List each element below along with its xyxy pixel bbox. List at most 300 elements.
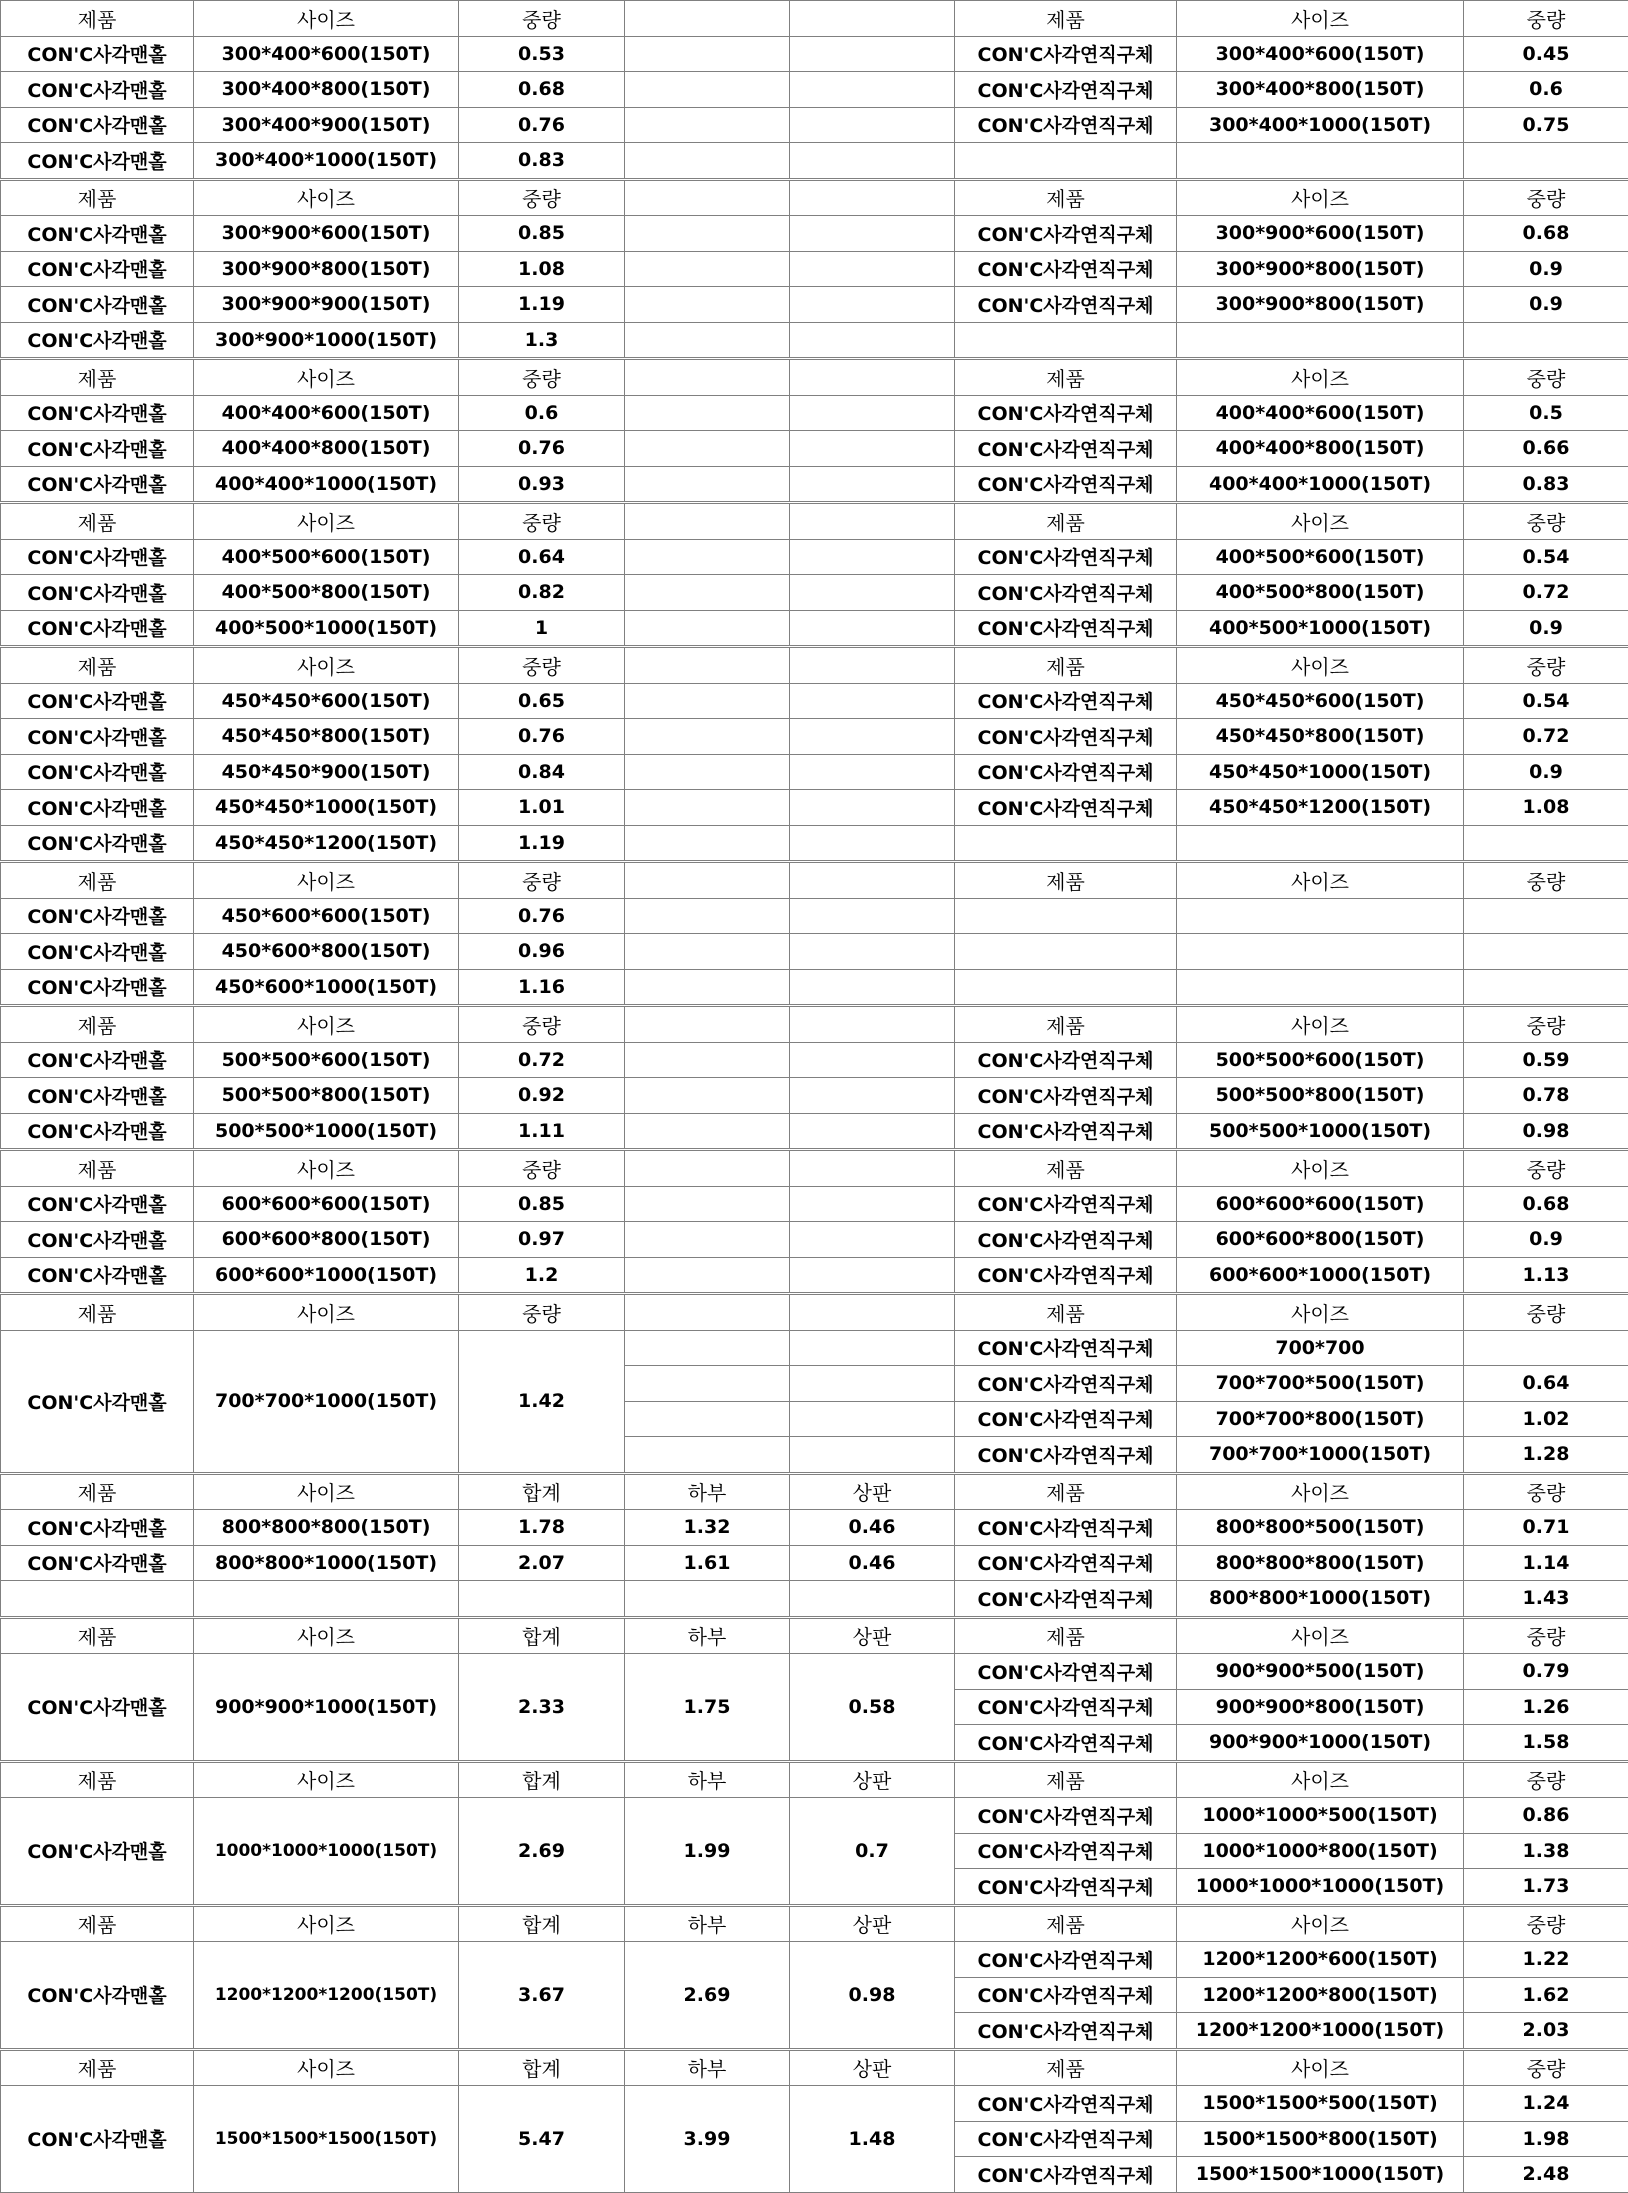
riser-weight-cell[interactable]: 2.03 bbox=[1464, 2013, 1628, 2050]
empty-cell[interactable] bbox=[625, 898, 790, 934]
empty-cell[interactable] bbox=[625, 1042, 790, 1078]
riser-size-cell[interactable]: 700*700 bbox=[1177, 1330, 1464, 1366]
manhole-weight-cell[interactable]: 1.16 bbox=[459, 969, 625, 1006]
empty-cell[interactable] bbox=[955, 969, 1177, 1006]
empty-cell[interactable] bbox=[790, 216, 955, 252]
riser-product-cell[interactable]: CON'C사각연직구체 bbox=[955, 1654, 1177, 1690]
empty-cell[interactable] bbox=[1177, 322, 1464, 359]
empty-cell[interactable] bbox=[1177, 825, 1464, 862]
empty-cell[interactable] bbox=[625, 934, 790, 970]
header-size[interactable]: 사이즈 bbox=[194, 1294, 459, 1331]
riser-product-cell[interactable]: CON'C사각연직구체 bbox=[955, 575, 1177, 611]
manhole-size-cell[interactable]: 450*600*1000(150T) bbox=[194, 969, 459, 1006]
header-lower[interactable]: 하부 bbox=[625, 1905, 790, 1942]
riser-size-cell[interactable]: 450*450*1000(150T) bbox=[1177, 754, 1464, 790]
header-product[interactable]: 제품 bbox=[955, 862, 1177, 899]
header-weight[interactable]: 중량 bbox=[459, 862, 625, 899]
riser-product-cell[interactable]: CON'C사각연직구체 bbox=[955, 1725, 1177, 1762]
empty-cell[interactable] bbox=[625, 683, 790, 719]
manhole-size-cell[interactable]: 400*500*600(150T) bbox=[194, 539, 459, 575]
empty-cell[interactable] bbox=[790, 395, 955, 431]
header-size[interactable]: 사이즈 bbox=[1177, 1617, 1464, 1654]
riser-product-cell[interactable]: CON'C사각연직구체 bbox=[955, 1798, 1177, 1834]
empty-cell[interactable] bbox=[625, 969, 790, 1006]
empty-cell[interactable] bbox=[790, 1222, 955, 1258]
manhole-lower-cell[interactable]: 1.32 bbox=[625, 1510, 790, 1546]
empty-cell[interactable] bbox=[625, 647, 790, 684]
riser-product-cell[interactable]: CON'C사각연직구체 bbox=[955, 1222, 1177, 1258]
empty-cell[interactable] bbox=[1177, 143, 1464, 180]
empty-cell[interactable] bbox=[625, 251, 790, 287]
manhole-size-cell[interactable]: 300*400*600(150T) bbox=[194, 36, 459, 72]
header-weight[interactable]: 중량 bbox=[1464, 1617, 1628, 1654]
manhole-product-cell[interactable]: CON'C사각맨홀 bbox=[1, 719, 194, 755]
header-top-slab[interactable]: 상판 bbox=[790, 1473, 955, 1510]
empty-cell[interactable] bbox=[625, 1078, 790, 1114]
header-total[interactable]: 합계 bbox=[459, 1473, 625, 1510]
manhole-size-cell[interactable]: 450*450*1200(150T) bbox=[194, 825, 459, 862]
manhole-size-cell[interactable]: 300*400*1000(150T) bbox=[194, 143, 459, 180]
header-product[interactable]: 제품 bbox=[955, 1473, 1177, 1510]
header-product[interactable]: 제품 bbox=[1, 359, 194, 396]
manhole-product-cell[interactable]: CON'C사각맨홀 bbox=[1, 934, 194, 970]
manhole-lower-cell[interactable]: 3.99 bbox=[625, 2086, 790, 2193]
manhole-product-cell[interactable]: CON'C사각맨홀 bbox=[1, 1942, 194, 2050]
empty-cell[interactable] bbox=[625, 287, 790, 323]
header-weight[interactable]: 중량 bbox=[1464, 1905, 1628, 1942]
header-product[interactable]: 제품 bbox=[955, 1617, 1177, 1654]
header-top-slab[interactable]: 상판 bbox=[790, 1617, 955, 1654]
empty-cell[interactable] bbox=[790, 1078, 955, 1114]
header-product[interactable]: 제품 bbox=[1, 1761, 194, 1798]
empty-cell[interactable] bbox=[625, 1330, 790, 1366]
header-size[interactable]: 사이즈 bbox=[1177, 647, 1464, 684]
header-weight[interactable]: 중량 bbox=[1464, 179, 1628, 216]
empty-cell[interactable] bbox=[1177, 969, 1464, 1006]
manhole-weight-cell[interactable]: 0.85 bbox=[459, 216, 625, 252]
manhole-product-cell[interactable]: CON'C사각맨홀 bbox=[1, 466, 194, 503]
header-product[interactable]: 제품 bbox=[955, 179, 1177, 216]
manhole-weight-cell[interactable]: 0.76 bbox=[459, 107, 625, 143]
empty-cell[interactable] bbox=[790, 934, 955, 970]
empty-cell[interactable] bbox=[625, 1186, 790, 1222]
header-top-slab[interactable]: 상판 bbox=[790, 1761, 955, 1798]
header-product[interactable]: 제품 bbox=[1, 1905, 194, 1942]
empty-cell[interactable] bbox=[194, 1581, 459, 1618]
empty-cell[interactable] bbox=[625, 216, 790, 252]
manhole-total-cell[interactable]: 2.69 bbox=[459, 1798, 625, 1906]
riser-weight-cell[interactable]: 0.72 bbox=[1464, 719, 1628, 755]
manhole-weight-cell[interactable]: 1.42 bbox=[459, 1330, 625, 1473]
riser-product-cell[interactable]: CON'C사각연직구체 bbox=[955, 1510, 1177, 1546]
riser-product-cell[interactable]: CON'C사각연직구체 bbox=[955, 1042, 1177, 1078]
riser-size-cell[interactable]: 500*500*800(150T) bbox=[1177, 1078, 1464, 1114]
empty-cell[interactable] bbox=[459, 1581, 625, 1618]
header-size[interactable]: 사이즈 bbox=[194, 1905, 459, 1942]
header-product[interactable]: 제품 bbox=[955, 647, 1177, 684]
riser-weight-cell[interactable]: 0.9 bbox=[1464, 287, 1628, 323]
riser-weight-cell[interactable]: 0.83 bbox=[1464, 466, 1628, 503]
riser-size-cell[interactable]: 1000*1000*500(150T) bbox=[1177, 1798, 1464, 1834]
manhole-product-cell[interactable]: CON'C사각맨홀 bbox=[1, 1545, 194, 1581]
header-weight[interactable]: 중량 bbox=[1464, 1761, 1628, 1798]
manhole-top-slab-cell[interactable]: 0.7 bbox=[790, 1798, 955, 1906]
riser-product-cell[interactable]: CON'C사각연직구체 bbox=[955, 1401, 1177, 1437]
manhole-product-cell[interactable]: CON'C사각맨홀 bbox=[1, 1113, 194, 1150]
empty-cell[interactable] bbox=[955, 322, 1177, 359]
empty-cell[interactable] bbox=[1464, 934, 1628, 970]
empty-cell[interactable] bbox=[790, 359, 955, 396]
manhole-product-cell[interactable]: CON'C사각맨홀 bbox=[1, 72, 194, 108]
riser-size-cell[interactable]: 400*500*1000(150T) bbox=[1177, 610, 1464, 647]
riser-weight-cell[interactable]: 1.26 bbox=[1464, 1689, 1628, 1725]
manhole-size-cell[interactable]: 800*800*1000(150T) bbox=[194, 1545, 459, 1581]
riser-weight-cell[interactable]: 0.66 bbox=[1464, 431, 1628, 467]
riser-size-cell[interactable]: 400*400*1000(150T) bbox=[1177, 466, 1464, 503]
riser-product-cell[interactable]: CON'C사각연직구체 bbox=[955, 287, 1177, 323]
header-top-slab[interactable]: 상판 bbox=[790, 1905, 955, 1942]
empty-cell[interactable] bbox=[790, 143, 955, 180]
manhole-product-cell[interactable]: CON'C사각맨홀 bbox=[1, 1222, 194, 1258]
header-weight[interactable]: 중량 bbox=[1464, 1473, 1628, 1510]
empty-cell[interactable] bbox=[625, 1437, 790, 1474]
header-size[interactable]: 사이즈 bbox=[194, 1761, 459, 1798]
manhole-size-cell[interactable]: 450*450*1000(150T) bbox=[194, 790, 459, 826]
manhole-product-cell[interactable]: CON'C사각맨홀 bbox=[1, 431, 194, 467]
riser-weight-cell[interactable]: 0.9 bbox=[1464, 754, 1628, 790]
riser-size-cell[interactable]: 700*700*500(150T) bbox=[1177, 1366, 1464, 1402]
header-total[interactable]: 합계 bbox=[459, 2049, 625, 2086]
riser-product-cell[interactable]: CON'C사각연직구체 bbox=[955, 72, 1177, 108]
manhole-product-cell[interactable]: CON'C사각맨홀 bbox=[1, 251, 194, 287]
header-size[interactable]: 사이즈 bbox=[1177, 862, 1464, 899]
header-size[interactable]: 사이즈 bbox=[1177, 1905, 1464, 1942]
header-weight[interactable]: 중량 bbox=[459, 1006, 625, 1043]
riser-size-cell[interactable]: 500*500*600(150T) bbox=[1177, 1042, 1464, 1078]
riser-size-cell[interactable]: 450*450*600(150T) bbox=[1177, 683, 1464, 719]
empty-cell[interactable] bbox=[1464, 825, 1628, 862]
manhole-weight-cell[interactable]: 0.64 bbox=[459, 539, 625, 575]
riser-weight-cell[interactable]: 0.54 bbox=[1464, 683, 1628, 719]
header-size[interactable]: 사이즈 bbox=[1177, 1761, 1464, 1798]
manhole-size-cell[interactable]: 400*400*800(150T) bbox=[194, 431, 459, 467]
header-product[interactable]: 제품 bbox=[955, 1006, 1177, 1043]
header-top-slab[interactable]: 상판 bbox=[790, 2049, 955, 2086]
header-product[interactable]: 제품 bbox=[955, 359, 1177, 396]
manhole-size-cell[interactable]: 300*900*1000(150T) bbox=[194, 322, 459, 359]
header-size[interactable]: 사이즈 bbox=[1177, 1294, 1464, 1331]
header-size[interactable]: 사이즈 bbox=[194, 1, 459, 37]
riser-product-cell[interactable]: CON'C사각연직구체 bbox=[955, 431, 1177, 467]
header-total[interactable]: 합계 bbox=[459, 1761, 625, 1798]
empty-cell[interactable] bbox=[790, 575, 955, 611]
manhole-weight-cell[interactable]: 1.01 bbox=[459, 790, 625, 826]
empty-cell[interactable] bbox=[1464, 322, 1628, 359]
riser-product-cell[interactable]: CON'C사각연직구체 bbox=[955, 1942, 1177, 1978]
riser-product-cell[interactable]: CON'C사각연직구체 bbox=[955, 1545, 1177, 1581]
empty-cell[interactable] bbox=[790, 251, 955, 287]
empty-cell[interactable] bbox=[790, 466, 955, 503]
header-product[interactable]: 제품 bbox=[1, 1473, 194, 1510]
empty-cell[interactable] bbox=[1464, 969, 1628, 1006]
empty-cell[interactable] bbox=[1177, 934, 1464, 970]
header-size[interactable]: 사이즈 bbox=[194, 1473, 459, 1510]
header-product[interactable]: 제품 bbox=[1, 503, 194, 540]
manhole-size-cell[interactable]: 800*800*800(150T) bbox=[194, 1510, 459, 1546]
empty-cell[interactable] bbox=[790, 1, 955, 37]
header-product[interactable]: 제품 bbox=[1, 1006, 194, 1043]
header-product[interactable]: 제품 bbox=[1, 647, 194, 684]
empty-cell[interactable] bbox=[625, 1257, 790, 1294]
header-weight[interactable]: 중량 bbox=[459, 647, 625, 684]
header-product[interactable]: 제품 bbox=[1, 2049, 194, 2086]
riser-product-cell[interactable]: CON'C사각연직구체 bbox=[955, 1833, 1177, 1869]
manhole-weight-cell[interactable]: 0.72 bbox=[459, 1042, 625, 1078]
riser-weight-cell[interactable]: 0.68 bbox=[1464, 1186, 1628, 1222]
empty-cell[interactable] bbox=[790, 610, 955, 647]
manhole-weight-cell[interactable]: 1.2 bbox=[459, 1257, 625, 1294]
manhole-size-cell[interactable]: 500*500*800(150T) bbox=[194, 1078, 459, 1114]
riser-size-cell[interactable]: 300*900*800(150T) bbox=[1177, 287, 1464, 323]
empty-cell[interactable] bbox=[625, 575, 790, 611]
empty-cell[interactable] bbox=[625, 72, 790, 108]
riser-weight-cell[interactable]: 0.6 bbox=[1464, 72, 1628, 108]
empty-cell[interactable] bbox=[955, 898, 1177, 934]
empty-cell[interactable] bbox=[790, 683, 955, 719]
header-product[interactable]: 제품 bbox=[955, 1294, 1177, 1331]
header-weight[interactable]: 중량 bbox=[1464, 1150, 1628, 1187]
manhole-product-cell[interactable]: CON'C사각맨홀 bbox=[1, 1257, 194, 1294]
riser-size-cell[interactable]: 1200*1200*600(150T) bbox=[1177, 1942, 1464, 1978]
riser-size-cell[interactable]: 300*900*800(150T) bbox=[1177, 251, 1464, 287]
riser-weight-cell[interactable]: 1.43 bbox=[1464, 1581, 1628, 1618]
manhole-product-cell[interactable]: CON'C사각맨홀 bbox=[1, 107, 194, 143]
empty-cell[interactable] bbox=[625, 790, 790, 826]
header-size[interactable]: 사이즈 bbox=[194, 359, 459, 396]
empty-cell[interactable] bbox=[790, 790, 955, 826]
manhole-weight-cell[interactable]: 0.53 bbox=[459, 36, 625, 72]
manhole-weight-cell[interactable]: 0.76 bbox=[459, 719, 625, 755]
empty-cell[interactable] bbox=[790, 36, 955, 72]
manhole-size-cell[interactable]: 600*600*800(150T) bbox=[194, 1222, 459, 1258]
riser-weight-cell[interactable]: 0.72 bbox=[1464, 575, 1628, 611]
manhole-weight-cell[interactable]: 0.93 bbox=[459, 466, 625, 503]
empty-cell[interactable] bbox=[790, 1006, 955, 1043]
manhole-size-cell[interactable]: 400*500*800(150T) bbox=[194, 575, 459, 611]
empty-cell[interactable] bbox=[790, 647, 955, 684]
header-weight[interactable]: 중량 bbox=[459, 359, 625, 396]
riser-weight-cell[interactable]: 0.86 bbox=[1464, 1798, 1628, 1834]
manhole-weight-cell[interactable]: 1.19 bbox=[459, 287, 625, 323]
manhole-weight-cell[interactable]: 0.76 bbox=[459, 898, 625, 934]
manhole-size-cell[interactable]: 300*400*900(150T) bbox=[194, 107, 459, 143]
riser-weight-cell[interactable]: 1.13 bbox=[1464, 1257, 1628, 1294]
empty-cell[interactable] bbox=[625, 719, 790, 755]
empty-cell[interactable] bbox=[625, 143, 790, 180]
riser-weight-cell[interactable]: 0.75 bbox=[1464, 107, 1628, 143]
riser-size-cell[interactable]: 500*500*1000(150T) bbox=[1177, 1113, 1464, 1150]
manhole-weight-cell[interactable]: 1.11 bbox=[459, 1113, 625, 1150]
header-lower[interactable]: 하부 bbox=[625, 1617, 790, 1654]
header-size[interactable]: 사이즈 bbox=[194, 1006, 459, 1043]
manhole-product-cell[interactable]: CON'C사각맨홀 bbox=[1, 969, 194, 1006]
riser-product-cell[interactable]: CON'C사각연직구체 bbox=[955, 610, 1177, 647]
manhole-weight-cell[interactable]: 0.76 bbox=[459, 431, 625, 467]
manhole-product-cell[interactable]: CON'C사각맨홀 bbox=[1, 1186, 194, 1222]
riser-product-cell[interactable]: CON'C사각연직구체 bbox=[955, 1113, 1177, 1150]
manhole-weight-cell[interactable]: 0.97 bbox=[459, 1222, 625, 1258]
manhole-size-cell[interactable]: 300*900*600(150T) bbox=[194, 216, 459, 252]
riser-product-cell[interactable]: CON'C사각연직구체 bbox=[955, 539, 1177, 575]
header-weight[interactable]: 중량 bbox=[459, 179, 625, 216]
riser-size-cell[interactable]: 400*400*600(150T) bbox=[1177, 395, 1464, 431]
manhole-product-cell[interactable]: CON'C사각맨홀 bbox=[1, 287, 194, 323]
riser-size-cell[interactable]: 400*500*800(150T) bbox=[1177, 575, 1464, 611]
riser-size-cell[interactable]: 600*600*800(150T) bbox=[1177, 1222, 1464, 1258]
manhole-product-cell[interactable]: CON'C사각맨홀 bbox=[1, 2086, 194, 2193]
riser-weight-cell[interactable]: 0.9 bbox=[1464, 251, 1628, 287]
empty-cell[interactable] bbox=[955, 934, 1177, 970]
riser-weight-cell[interactable]: 1.38 bbox=[1464, 1833, 1628, 1869]
empty-cell[interactable] bbox=[625, 539, 790, 575]
manhole-size-cell[interactable]: 1500*1500*1500(150T) bbox=[194, 2086, 459, 2193]
manhole-product-cell[interactable]: CON'C사각맨홀 bbox=[1, 898, 194, 934]
manhole-top-slab-cell[interactable]: 0.46 bbox=[790, 1510, 955, 1546]
riser-weight-cell[interactable]: 2.48 bbox=[1464, 2157, 1628, 2193]
riser-weight-cell[interactable]: 1.08 bbox=[1464, 790, 1628, 826]
header-product[interactable]: 제품 bbox=[955, 1905, 1177, 1942]
empty-cell[interactable] bbox=[955, 143, 1177, 180]
header-size[interactable]: 사이즈 bbox=[194, 862, 459, 899]
manhole-size-cell[interactable]: 300*900*800(150T) bbox=[194, 251, 459, 287]
riser-product-cell[interactable]: CON'C사각연직구체 bbox=[955, 1581, 1177, 1618]
header-weight[interactable]: 중량 bbox=[459, 1294, 625, 1331]
header-size[interactable]: 사이즈 bbox=[1177, 1473, 1464, 1510]
header-size[interactable]: 사이즈 bbox=[1177, 179, 1464, 216]
manhole-size-cell[interactable]: 300*900*900(150T) bbox=[194, 287, 459, 323]
riser-size-cell[interactable]: 800*800*800(150T) bbox=[1177, 1545, 1464, 1581]
riser-weight-cell[interactable]: 0.98 bbox=[1464, 1113, 1628, 1150]
manhole-size-cell[interactable]: 450*450*800(150T) bbox=[194, 719, 459, 755]
empty-cell[interactable] bbox=[790, 1366, 955, 1402]
manhole-weight-cell[interactable]: 0.85 bbox=[459, 1186, 625, 1222]
header-product[interactable]: 제품 bbox=[1, 1617, 194, 1654]
empty-cell[interactable] bbox=[790, 1113, 955, 1150]
empty-cell[interactable] bbox=[625, 862, 790, 899]
manhole-size-cell[interactable]: 450*450*900(150T) bbox=[194, 754, 459, 790]
empty-cell[interactable] bbox=[625, 1006, 790, 1043]
empty-cell[interactable] bbox=[1177, 898, 1464, 934]
header-weight[interactable]: 중량 bbox=[459, 1150, 625, 1187]
riser-product-cell[interactable]: CON'C사각연직구체 bbox=[955, 107, 1177, 143]
riser-product-cell[interactable]: CON'C사각연직구체 bbox=[955, 1869, 1177, 1906]
manhole-size-cell[interactable]: 400*500*1000(150T) bbox=[194, 610, 459, 647]
empty-cell[interactable] bbox=[790, 1042, 955, 1078]
manhole-product-cell[interactable]: CON'C사각맨홀 bbox=[1, 143, 194, 180]
empty-cell[interactable] bbox=[790, 1437, 955, 1474]
riser-size-cell[interactable]: 900*900*1000(150T) bbox=[1177, 1725, 1464, 1762]
empty-cell[interactable] bbox=[625, 1, 790, 37]
riser-size-cell[interactable]: 300*400*1000(150T) bbox=[1177, 107, 1464, 143]
manhole-size-cell[interactable]: 1200*1200*1200(150T) bbox=[194, 1942, 459, 2050]
riser-size-cell[interactable]: 300*400*600(150T) bbox=[1177, 36, 1464, 72]
manhole-product-cell[interactable]: CON'C사각맨홀 bbox=[1, 1654, 194, 1762]
empty-cell[interactable] bbox=[625, 1366, 790, 1402]
riser-weight-cell[interactable]: 0.59 bbox=[1464, 1042, 1628, 1078]
manhole-top-slab-cell[interactable]: 0.98 bbox=[790, 1942, 955, 2050]
empty-cell[interactable] bbox=[1, 1581, 194, 1618]
empty-cell[interactable] bbox=[790, 72, 955, 108]
manhole-product-cell[interactable]: CON'C사각맨홀 bbox=[1, 322, 194, 359]
riser-size-cell[interactable]: 600*600*1000(150T) bbox=[1177, 1257, 1464, 1294]
manhole-size-cell[interactable]: 600*600*600(150T) bbox=[194, 1186, 459, 1222]
manhole-top-slab-cell[interactable]: 0.58 bbox=[790, 1654, 955, 1762]
riser-weight-cell[interactable]: 1.24 bbox=[1464, 2086, 1628, 2122]
header-total[interactable]: 합계 bbox=[459, 1905, 625, 1942]
riser-product-cell[interactable]: CON'C사각연직구체 bbox=[955, 1366, 1177, 1402]
riser-size-cell[interactable]: 300*900*600(150T) bbox=[1177, 216, 1464, 252]
empty-cell[interactable] bbox=[790, 825, 955, 862]
riser-weight-cell[interactable]: 0.45 bbox=[1464, 36, 1628, 72]
empty-cell[interactable] bbox=[790, 1330, 955, 1366]
empty-cell[interactable] bbox=[790, 969, 955, 1006]
header-product[interactable]: 제품 bbox=[1, 1, 194, 37]
manhole-top-slab-cell[interactable]: 0.46 bbox=[790, 1545, 955, 1581]
manhole-size-cell[interactable]: 400*400*1000(150T) bbox=[194, 466, 459, 503]
header-weight[interactable]: 중량 bbox=[459, 503, 625, 540]
riser-size-cell[interactable]: 900*900*500(150T) bbox=[1177, 1654, 1464, 1690]
riser-product-cell[interactable]: CON'C사각연직구체 bbox=[955, 1977, 1177, 2013]
manhole-lower-cell[interactable]: 1.75 bbox=[625, 1654, 790, 1762]
riser-weight-cell[interactable]: 1.58 bbox=[1464, 1725, 1628, 1762]
manhole-total-cell[interactable]: 2.33 bbox=[459, 1654, 625, 1762]
riser-size-cell[interactable]: 600*600*600(150T) bbox=[1177, 1186, 1464, 1222]
manhole-product-cell[interactable]: CON'C사각맨홀 bbox=[1, 395, 194, 431]
header-weight[interactable]: 중량 bbox=[1464, 1006, 1628, 1043]
header-product[interactable]: 제품 bbox=[1, 862, 194, 899]
manhole-size-cell[interactable]: 450*600*600(150T) bbox=[194, 898, 459, 934]
empty-cell[interactable] bbox=[625, 322, 790, 359]
header-size[interactable]: 사이즈 bbox=[194, 503, 459, 540]
manhole-weight-cell[interactable]: 0.96 bbox=[459, 934, 625, 970]
riser-product-cell[interactable]: CON'C사각연직구체 bbox=[955, 2121, 1177, 2157]
manhole-size-cell[interactable]: 700*700*1000(150T) bbox=[194, 1330, 459, 1473]
riser-product-cell[interactable]: CON'C사각연직구체 bbox=[955, 754, 1177, 790]
riser-size-cell[interactable]: 300*400*800(150T) bbox=[1177, 72, 1464, 108]
riser-product-cell[interactable]: CON'C사각연직구체 bbox=[955, 466, 1177, 503]
empty-cell[interactable] bbox=[1464, 898, 1628, 934]
riser-product-cell[interactable]: CON'C사각연직구체 bbox=[955, 1437, 1177, 1474]
riser-product-cell[interactable]: CON'C사각연직구체 bbox=[955, 2157, 1177, 2193]
header-size[interactable]: 사이즈 bbox=[194, 2049, 459, 2086]
header-product[interactable]: 제품 bbox=[1, 179, 194, 216]
manhole-lower-cell[interactable]: 1.99 bbox=[625, 1798, 790, 1906]
riser-size-cell[interactable]: 400*500*600(150T) bbox=[1177, 539, 1464, 575]
header-size[interactable]: 사이즈 bbox=[194, 179, 459, 216]
empty-cell[interactable] bbox=[625, 359, 790, 396]
header-weight[interactable]: 중량 bbox=[459, 1, 625, 37]
manhole-weight-cell[interactable]: 0.92 bbox=[459, 1078, 625, 1114]
empty-cell[interactable] bbox=[790, 179, 955, 216]
riser-weight-cell[interactable]: 1.22 bbox=[1464, 1942, 1628, 1978]
header-product[interactable]: 제품 bbox=[955, 1, 1177, 37]
riser-product-cell[interactable]: CON'C사각연직구체 bbox=[955, 1689, 1177, 1725]
riser-size-cell[interactable]: 1200*1200*1000(150T) bbox=[1177, 2013, 1464, 2050]
empty-cell[interactable] bbox=[790, 862, 955, 899]
riser-size-cell[interactable]: 1000*1000*800(150T) bbox=[1177, 1833, 1464, 1869]
riser-size-cell[interactable]: 1000*1000*1000(150T) bbox=[1177, 1869, 1464, 1906]
empty-cell[interactable] bbox=[625, 1401, 790, 1437]
